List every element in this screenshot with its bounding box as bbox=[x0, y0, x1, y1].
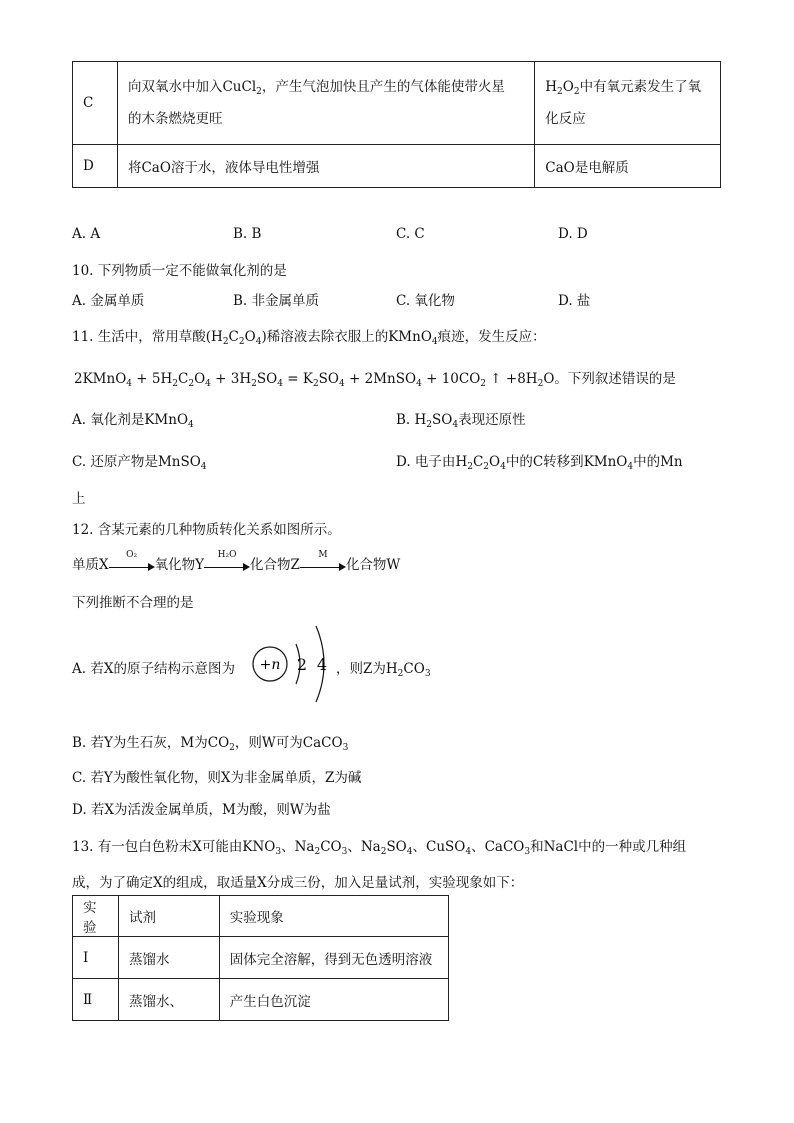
substance-w: 化合物W bbox=[345, 557, 401, 573]
q11-option-b: B. $H_2SO_4$表现还原性 bbox=[396, 412, 526, 430]
formula: O bbox=[562, 79, 574, 95]
q11-equation: 2KMnO$_4$ + $5H_2C_2O_4 + 3H_2SO_4 = K_2SO_4$ + 2MnSO$_4$ + $10CO_2$ ↑ $+8H_2O$。下列叙述错误的是 bbox=[74, 371, 676, 389]
q12-option-b: B. 若Y为生石灰，M为$CO_2$，则W可为CaCO$_3$ bbox=[72, 735, 349, 753]
q11-option-c: C. 还原产物是MnSO$_4$ bbox=[72, 454, 207, 472]
q9-option-d: D. D bbox=[558, 226, 588, 242]
substance-y: 氧化物Y bbox=[154, 557, 205, 573]
q10-stem: 10. 下列物质一定不能做氧化剂的是 bbox=[72, 263, 287, 279]
text: ，则W可为 bbox=[234, 735, 303, 751]
options-table bbox=[72, 61, 721, 188]
text: B. 若Y为生石灰，M为 bbox=[72, 735, 208, 751]
text: 13. 有一包白色粉末X可能由 bbox=[72, 839, 243, 855]
text: 。下列叙述错误的是 bbox=[554, 371, 676, 387]
text: B. bbox=[396, 412, 411, 428]
arrow-label: M bbox=[318, 549, 328, 560]
text: 中的C转移到 bbox=[505, 454, 584, 470]
formula: H bbox=[545, 79, 558, 95]
text: 向双氧水中加入 bbox=[127, 79, 223, 95]
table-row bbox=[73, 145, 721, 188]
text: 化反应 bbox=[545, 111, 586, 127]
experiment-table bbox=[72, 895, 449, 1021]
table-cell: 蒸馏水、 bbox=[118, 979, 219, 1021]
text: ，产生气泡加快且产生的气体能使带火星 bbox=[261, 79, 505, 95]
table-row bbox=[73, 62, 721, 145]
conversion-chain bbox=[72, 549, 401, 573]
arrow-label: H₂O bbox=[217, 549, 237, 560]
text: A. 氧化剂是 bbox=[72, 412, 145, 428]
shell-1-electrons: 2 bbox=[296, 655, 308, 674]
q12-stem: 12. 含某元素的几种物质转化关系如图所示。 bbox=[72, 522, 341, 538]
arrow-icon bbox=[300, 549, 346, 573]
substance-z: 化合物Z bbox=[250, 557, 300, 573]
conclusion-cell: CaO是电解质 bbox=[535, 145, 721, 188]
text: 11. 生活中，常用草酸( bbox=[72, 329, 212, 345]
table-cell: 产生白色沉淀 bbox=[219, 979, 448, 1021]
q10-option-a: A. 金属单质 bbox=[72, 293, 145, 309]
formula: CuCl bbox=[222, 79, 257, 95]
q10-option-c: C. 氧化物 bbox=[396, 293, 455, 309]
column-header: 实验 bbox=[73, 896, 119, 937]
text: 的木条燃烧更旺 bbox=[127, 111, 223, 127]
q11-stem: 11. 生活中，常用草酸$(H_2C_2O_4)$稀溶液去除衣服上的KMnO$_4$痕迹，发生反应： bbox=[72, 329, 546, 347]
q9-option-c: C. C bbox=[396, 226, 425, 242]
text: D. 电子由 bbox=[396, 454, 456, 470]
text: ，则Z为 bbox=[336, 661, 386, 677]
q11-option-a: A. 氧化剂是KMnO$_4$ bbox=[72, 412, 194, 430]
text: 和NaCl中的一种或几种组 bbox=[530, 839, 687, 855]
substance-x: 单质X bbox=[72, 557, 109, 573]
arrow-icon bbox=[109, 549, 155, 573]
text: 中的Mn bbox=[633, 454, 683, 470]
conclusion-cell bbox=[535, 62, 721, 145]
experiment-cell: 将CaO溶于水，液体导电性增强 bbox=[117, 145, 534, 188]
arrow-icon bbox=[204, 549, 250, 573]
subscript: 2 bbox=[573, 87, 580, 97]
subscript: 2 bbox=[557, 87, 563, 97]
text: )稀溶液去除衣服上的 bbox=[261, 329, 389, 345]
row-label: D bbox=[73, 145, 118, 188]
q9-option-a: A. A bbox=[72, 226, 101, 242]
text: C. 还原产物是 bbox=[72, 454, 158, 470]
table-cell: 蒸馏水 bbox=[118, 937, 219, 979]
nucleus-charge: +n bbox=[259, 657, 281, 673]
table-header-row bbox=[73, 896, 449, 937]
text: 痕迹，发生反应： bbox=[437, 329, 546, 345]
q10-option-b: B. 非金属单质 bbox=[233, 293, 320, 309]
shell-2-electrons: 4 bbox=[316, 655, 328, 674]
q12-option-a-suffix: ，则Z为$H_2CO_3$ bbox=[336, 661, 431, 679]
atom-structure-diagram bbox=[250, 622, 340, 706]
q13-stem-line2: 成，为了确定X的组成，取适量X分成三份，加入足量试剂，实验现象如下： bbox=[72, 875, 524, 891]
table-cell: I bbox=[73, 937, 119, 979]
q9-option-b: B. B bbox=[233, 226, 262, 242]
experiment-cell bbox=[117, 62, 534, 145]
table-row bbox=[73, 979, 449, 1021]
subscript: 2 bbox=[256, 87, 262, 97]
text: 表现还原性 bbox=[458, 412, 526, 428]
q11-option-d: D. 电子由$H_2C_2O_4$中的C转移到KMnO$_4$中的Mn bbox=[396, 454, 683, 472]
row-label: C bbox=[73, 62, 118, 145]
text: 中有氧元素发生了氧 bbox=[579, 79, 702, 95]
q13-stem: 13. 有一包白色粉末X可能由$KNO_3$、$Na_2CO_3$、$Na_2SO_4$、CuSO$_4$、CaCO$_3$和NaCl中的一种或几种组 bbox=[72, 839, 687, 857]
column-header: 试剂 bbox=[118, 896, 219, 937]
table-cell: Ⅱ bbox=[73, 979, 119, 1021]
table-cell: 固体完全溶解，得到无色透明溶液 bbox=[219, 937, 448, 979]
q10-option-d: D. 盐 bbox=[558, 293, 591, 309]
q12-ask: 下列推断不合理的是 bbox=[72, 595, 194, 611]
q12-option-d: D. 若X为活泼金属单质，M为酸，则W为盐 bbox=[72, 802, 331, 818]
q12-option-a-prefix: A. 若X的原子结构示意图为 bbox=[72, 661, 235, 677]
arrow-label: O₂ bbox=[126, 549, 138, 560]
table-row bbox=[73, 937, 449, 979]
column-header: 实验现象 bbox=[219, 896, 448, 937]
q11-option-d-wrap: 上 bbox=[72, 491, 86, 507]
q12-option-c: C. 若Y为酸性氧化物，则X为非金属单质，Z为碱 bbox=[72, 770, 362, 786]
